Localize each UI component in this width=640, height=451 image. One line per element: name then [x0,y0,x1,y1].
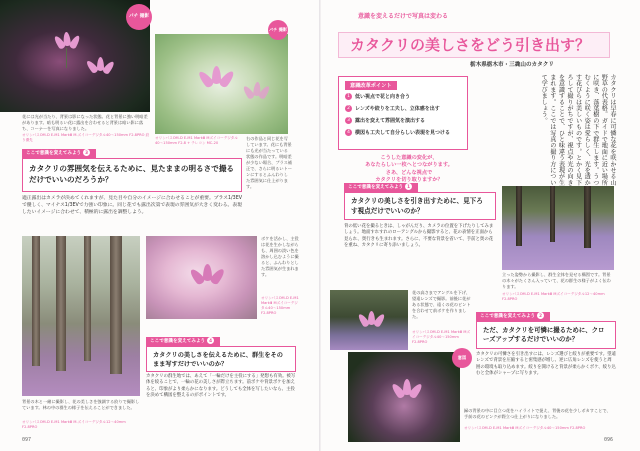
section-box [146,346,296,372]
point-item [345,117,465,124]
point-text: 横図も工夫して自分らしい表現を見つける [355,130,451,136]
question-line: あなたらしい一枚へとつながります。 [365,162,453,169]
point-item [345,93,465,100]
photo6-side-caption: 花の高さまでアングルを下げ、望遠レンズで撮影。前後に花がある状態で、遠くの花のピントを合わせて前ボケを作りました。 [412,290,471,319]
section-box [22,158,242,192]
photo2-credit: オリンパスOM-D E-M1 MarkⅢ Mズイコーデジタル40〜150mm F2.8 + テレコン MC-20 [155,136,238,145]
section-number: 2 [537,312,544,319]
page-subtitle: 栃木県栃木市・三毳山のカタクリ [470,62,554,68]
page-number-left: 097 [22,437,32,443]
header-kicker [358,11,448,20]
katakuri-lowangle-photo [330,290,408,350]
spine [319,0,321,451]
katakuri-bright-photo [155,34,288,134]
question-line: カタクリを切り取りますか？ [375,177,443,184]
photo2-side-caption: 右の作品と同じ花を写しています。花にも背景にも光が当たっている状態の作品です。明暗差が少ない場合、プラス補正で、さらに明るいトーンにするとふんわりした雰囲気に仕上がります。 [246,136,292,189]
point-number: 2 [345,105,352,112]
photo5-credit: オリンパスOM-D E-M1 MarkⅢ Mズイコーデジタル12〜40mm F2.8PRO [502,292,605,301]
section-body: 適正露出はカメラが決めてくれますが、見た目や自分のイメージに合わせることが重要。プラス1/3EVで優しく、マイナス1/3EVで力強い印象に。同じ花でも露出次第で表現の雰囲気が大きく変わる。表現したいイメージに合わせて、積極的に露出を調整しよう。 [22,196,243,215]
section-number: 1 [405,183,412,190]
section-title: カタクリの雰囲気を伝えるために、見たままの明るさで撮るだけでいいのだろうか？ [29,164,235,184]
katakuri-carpet-photo [502,186,614,270]
point-number: 1 [345,93,352,100]
section-number: 3 [83,149,90,156]
section-number: 4 [207,337,214,344]
section-tag [22,149,96,158]
section-tag [344,183,418,192]
photo4-credit: オリンパスOM-D E-M1 MarkⅢ M.ズイコーデジタル12〜40mm F2.8PRO [22,420,126,429]
corner-badge: パチ 撮影 [268,20,288,40]
point-text: 露出を変えて雰囲気を演出する [355,118,426,124]
section-box [344,192,496,220]
photo4-caption: 背景の木と一緒に撮影し、花の美しさを強調する絞りで撮影しています。林の中の群生の様子を伝えることができました。 [22,399,140,410]
points-heading: 意識改革ポイント [345,81,397,90]
photo6-credit: オリンパスOM-D E-M1 MarkⅢ Mズイコーデジタル40〜150mm F2.8PRO [412,330,471,344]
section-title: ただ、カタクリを可憐に撮るために、クローズアップするだけでいいのか？ [483,326,605,344]
kicker-text: 意識を変えるだけで写真は変わる [358,13,449,20]
section-body: 背の低い花を撮るときは、しゃがんだり、カメラの位置を下げたりしてみましょう。地面すれすれのローアングルから撮影すると、花の表情を正面から見られ、奥行きも生まれます。さらに、不要な背景を省いて、手前と奥の花を重ね、カタクリに寄り添いましょう。 [344,224,494,249]
photo3-side-caption: ボケを活かし、主役は花を生かしながらも、周囲の淡い色を溶かし込むように撮ると、ふんわりとした雰囲気が生まれます。 [261,236,299,277]
corner-badge: 意図 [452,348,472,368]
section-tag [146,337,220,346]
section-title: カタクリの美しさを引き出すために、見下ろす視点だけでいいのか？ [351,197,483,215]
section-tag-label: ここで意識を変えてみよう [480,314,536,319]
photo7-credit: オリンパスOM-D E-M1 MarkⅢ Mズイコーデジタル40〜150mm F2.8PRO [464,426,586,430]
question-block [354,155,464,185]
photo7-caption: 緑の背景の中に目立つ花をハイライトで捉え、背後の花を少しボカすことで、手前の花のピンクが際立つ仕上がりになりました。 [464,408,611,419]
katakuri-highlight-photo [348,352,460,442]
photo3-credit: オリンパスOM-D E-M1 MarkⅢ Mズイコーデジタル40〜150mm F2.8PRO [261,296,299,315]
section-body: カタクリの可憐さを引き出すには、レンズ選びと絞りが重要です。望遠レンズで背景を圧縮すると密集感が増し、逆に広角レンズを使うと周囲の環境も取り込めます。絞りを開けると背景が柔らかくボケ、絞り込むと全体がシャープに写ります。 [476,352,616,377]
section-tag [476,312,550,321]
corner-badge: パチ 撮影 [126,4,152,30]
section-tag-label: ここで意識を変えてみよう [348,185,404,190]
katakuri-bokeh-photo [146,236,257,319]
section-tag-label: ここで意識を変えてみよう [26,151,82,156]
page-title: カタクリの美しさをどう引き出す？ [350,36,591,54]
point-text: 低い視点で花と向き合う [355,94,411,100]
intro-vertical-text: カタクリは早春に可憐な花を咲かせる山野草の代表格。ガイドで地面に近い場所に咲き、落葉樹の下で群生します。うつむくように咲く姿は愛らしく、光を透かす花びらは美しいものです。とかく見下ろして撮りがちですが、視点や光の向きを意識することで、ひと味違う表現が生まれます。ここでは写真の撮り方について学びましょう。 [540,74,616,186]
point-item [345,105,465,112]
question-line: こうした意識の変化が、 [380,155,438,161]
section-body: カタクリの群生地では、あえて「一輪だけを主役にする」発想も有効。被写体を絞ることで、一輪の花の美しさが際立ちます。前ボケや背景ボケを加えると、印象がより柔らかになります。どうしても全体を写したいなら、主役を決めて構図を整えるのがポイントです。 [146,374,296,399]
photo1-caption: 花には光が当たり、背景は影になった状態。花と背景に強い明暗差があります。暗も明るい花に露出を合わせると背景は暗い影に落ち、コーナーを写真になりました。 [22,114,148,131]
points-list [345,93,465,136]
section-box [476,321,616,349]
point-number: 4 [345,129,352,136]
katakuri-forest-photo [22,236,140,396]
photo5-caption: 立った姿勢から撮影し、群生全体を見せる構図です。背景の木々がたくさん入っていて、花の群生の様子がよく伝わります。 [502,272,611,289]
section-tag-label: ここで意識を変えてみよう [150,339,206,344]
section-title: カタクリの美しさを伝えるために、群生をそのまま写すだけでいいのか？ [153,352,283,368]
question-line: さあ、どんな視点で [385,169,433,176]
points-box [338,76,468,150]
photo1-credit: オリンパスOM-D E-M1 MarkⅢ M.ズイコーデジタル40〜150mm F2.8PRO 絞り優先 [22,133,150,142]
page-number-right: 096 [604,437,614,443]
point-text: レンズや絞りを工夫し、立体感を出す [355,106,440,112]
point-item [345,129,465,136]
point-number: 3 [345,117,352,124]
